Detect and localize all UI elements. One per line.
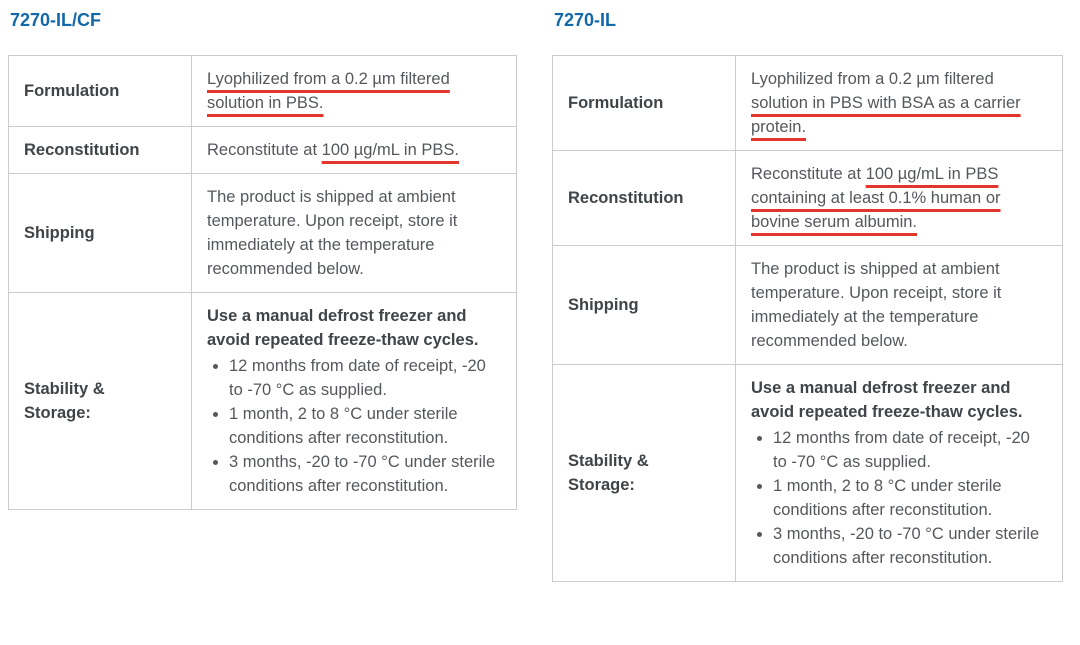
- table-row-stability: [553, 365, 1063, 582]
- bullet-item: • 1 month, 2 to 8 °C under sterile conditions after reconstitution.: [229, 402, 501, 450]
- bullet-item: • 12 months from date of receipt, -20 to -70 °C as supplied.: [773, 426, 1047, 474]
- bullet-item: • 3 months, -20 to -70 °C under sterile conditions after reconstitution.: [773, 522, 1047, 570]
- table-row-formulation: [9, 56, 517, 127]
- row-label-reconstitution: Reconstitution: [9, 127, 192, 174]
- stability-intro: Use a manual defrost freezer and avoid repeated freeze-thaw cycles.: [751, 379, 1023, 421]
- plain-text: The product is shipped at ambient temperature. Upon receipt, store it immediately at the temperature recommended below.: [207, 188, 458, 278]
- spec-table: [8, 55, 517, 510]
- product-title: 7270-IL/CF: [10, 10, 102, 30]
- row-label-stability: Stability & Storage:: [9, 293, 192, 510]
- row-value-shipping: [192, 174, 517, 293]
- row-label-shipping: Shipping: [9, 174, 192, 293]
- row-value-reconstitution: [192, 127, 517, 174]
- table-row-shipping: [9, 174, 517, 293]
- row-value-formulation: [192, 56, 517, 127]
- bullet-item: • 3 months, -20 to -70 °C under sterile conditions after reconstitution.: [229, 450, 501, 498]
- row-label-formulation: Formulation: [9, 56, 192, 127]
- table-row-stability: [9, 293, 517, 510]
- plain-text: Reconstitute at: [207, 141, 322, 159]
- table-row-shipping: [553, 246, 1063, 365]
- underlined-text: 100 µg/mL in PBS.: [321, 141, 459, 159]
- row-label-stability: Stability & Storage:: [553, 365, 736, 582]
- bullet-item: • 12 months from date of receipt, -20 to -70 °C as supplied.: [229, 354, 501, 402]
- plain-text: The product is shipped at ambient temperature. Upon receipt, store it immediately at the temperature recommended below.: [751, 260, 1002, 350]
- row-label-reconstitution: Reconstitution: [553, 151, 736, 246]
- plain-text: Reconstitute at: [751, 165, 866, 183]
- spec-table: [552, 55, 1063, 582]
- plain-text: Lyophilized from a 0.2 µm filtered: [751, 70, 994, 88]
- product-title: 7270-IL: [554, 10, 617, 30]
- bullet-item: • 1 month, 2 to 8 °C under sterile conditions after reconstitution.: [773, 474, 1047, 522]
- row-value-shipping: [736, 246, 1063, 365]
- stability-bullet-list: [751, 426, 1047, 570]
- underlined-text: 100 µg/mL in PBS containing at least 0.1% human or bovine serum albumin.: [751, 165, 1001, 231]
- product-panel-7270-il: [552, 8, 1062, 582]
- row-value-stability: [192, 293, 517, 510]
- row-value-formulation: [736, 56, 1063, 151]
- underlined-text: solution in PBS with BSA as a carrier protein.: [751, 94, 1021, 136]
- stability-intro: Use a manual defrost freezer and avoid repeated freeze-thaw cycles.: [207, 307, 479, 349]
- row-label-formulation: Formulation: [553, 56, 736, 151]
- underlined-text: Lyophilized from a 0.2 µm filtered solution in PBS.: [207, 70, 450, 112]
- table-row-reconstitution: [9, 127, 517, 174]
- table-row-formulation: [553, 56, 1063, 151]
- row-value-stability: [736, 365, 1063, 582]
- product-panel-7270-il-cf: [8, 8, 516, 510]
- stability-bullet-list: [207, 354, 501, 498]
- table-row-reconstitution: [553, 151, 1063, 246]
- row-value-reconstitution: [736, 151, 1063, 246]
- row-label-shipping: Shipping: [553, 246, 736, 365]
